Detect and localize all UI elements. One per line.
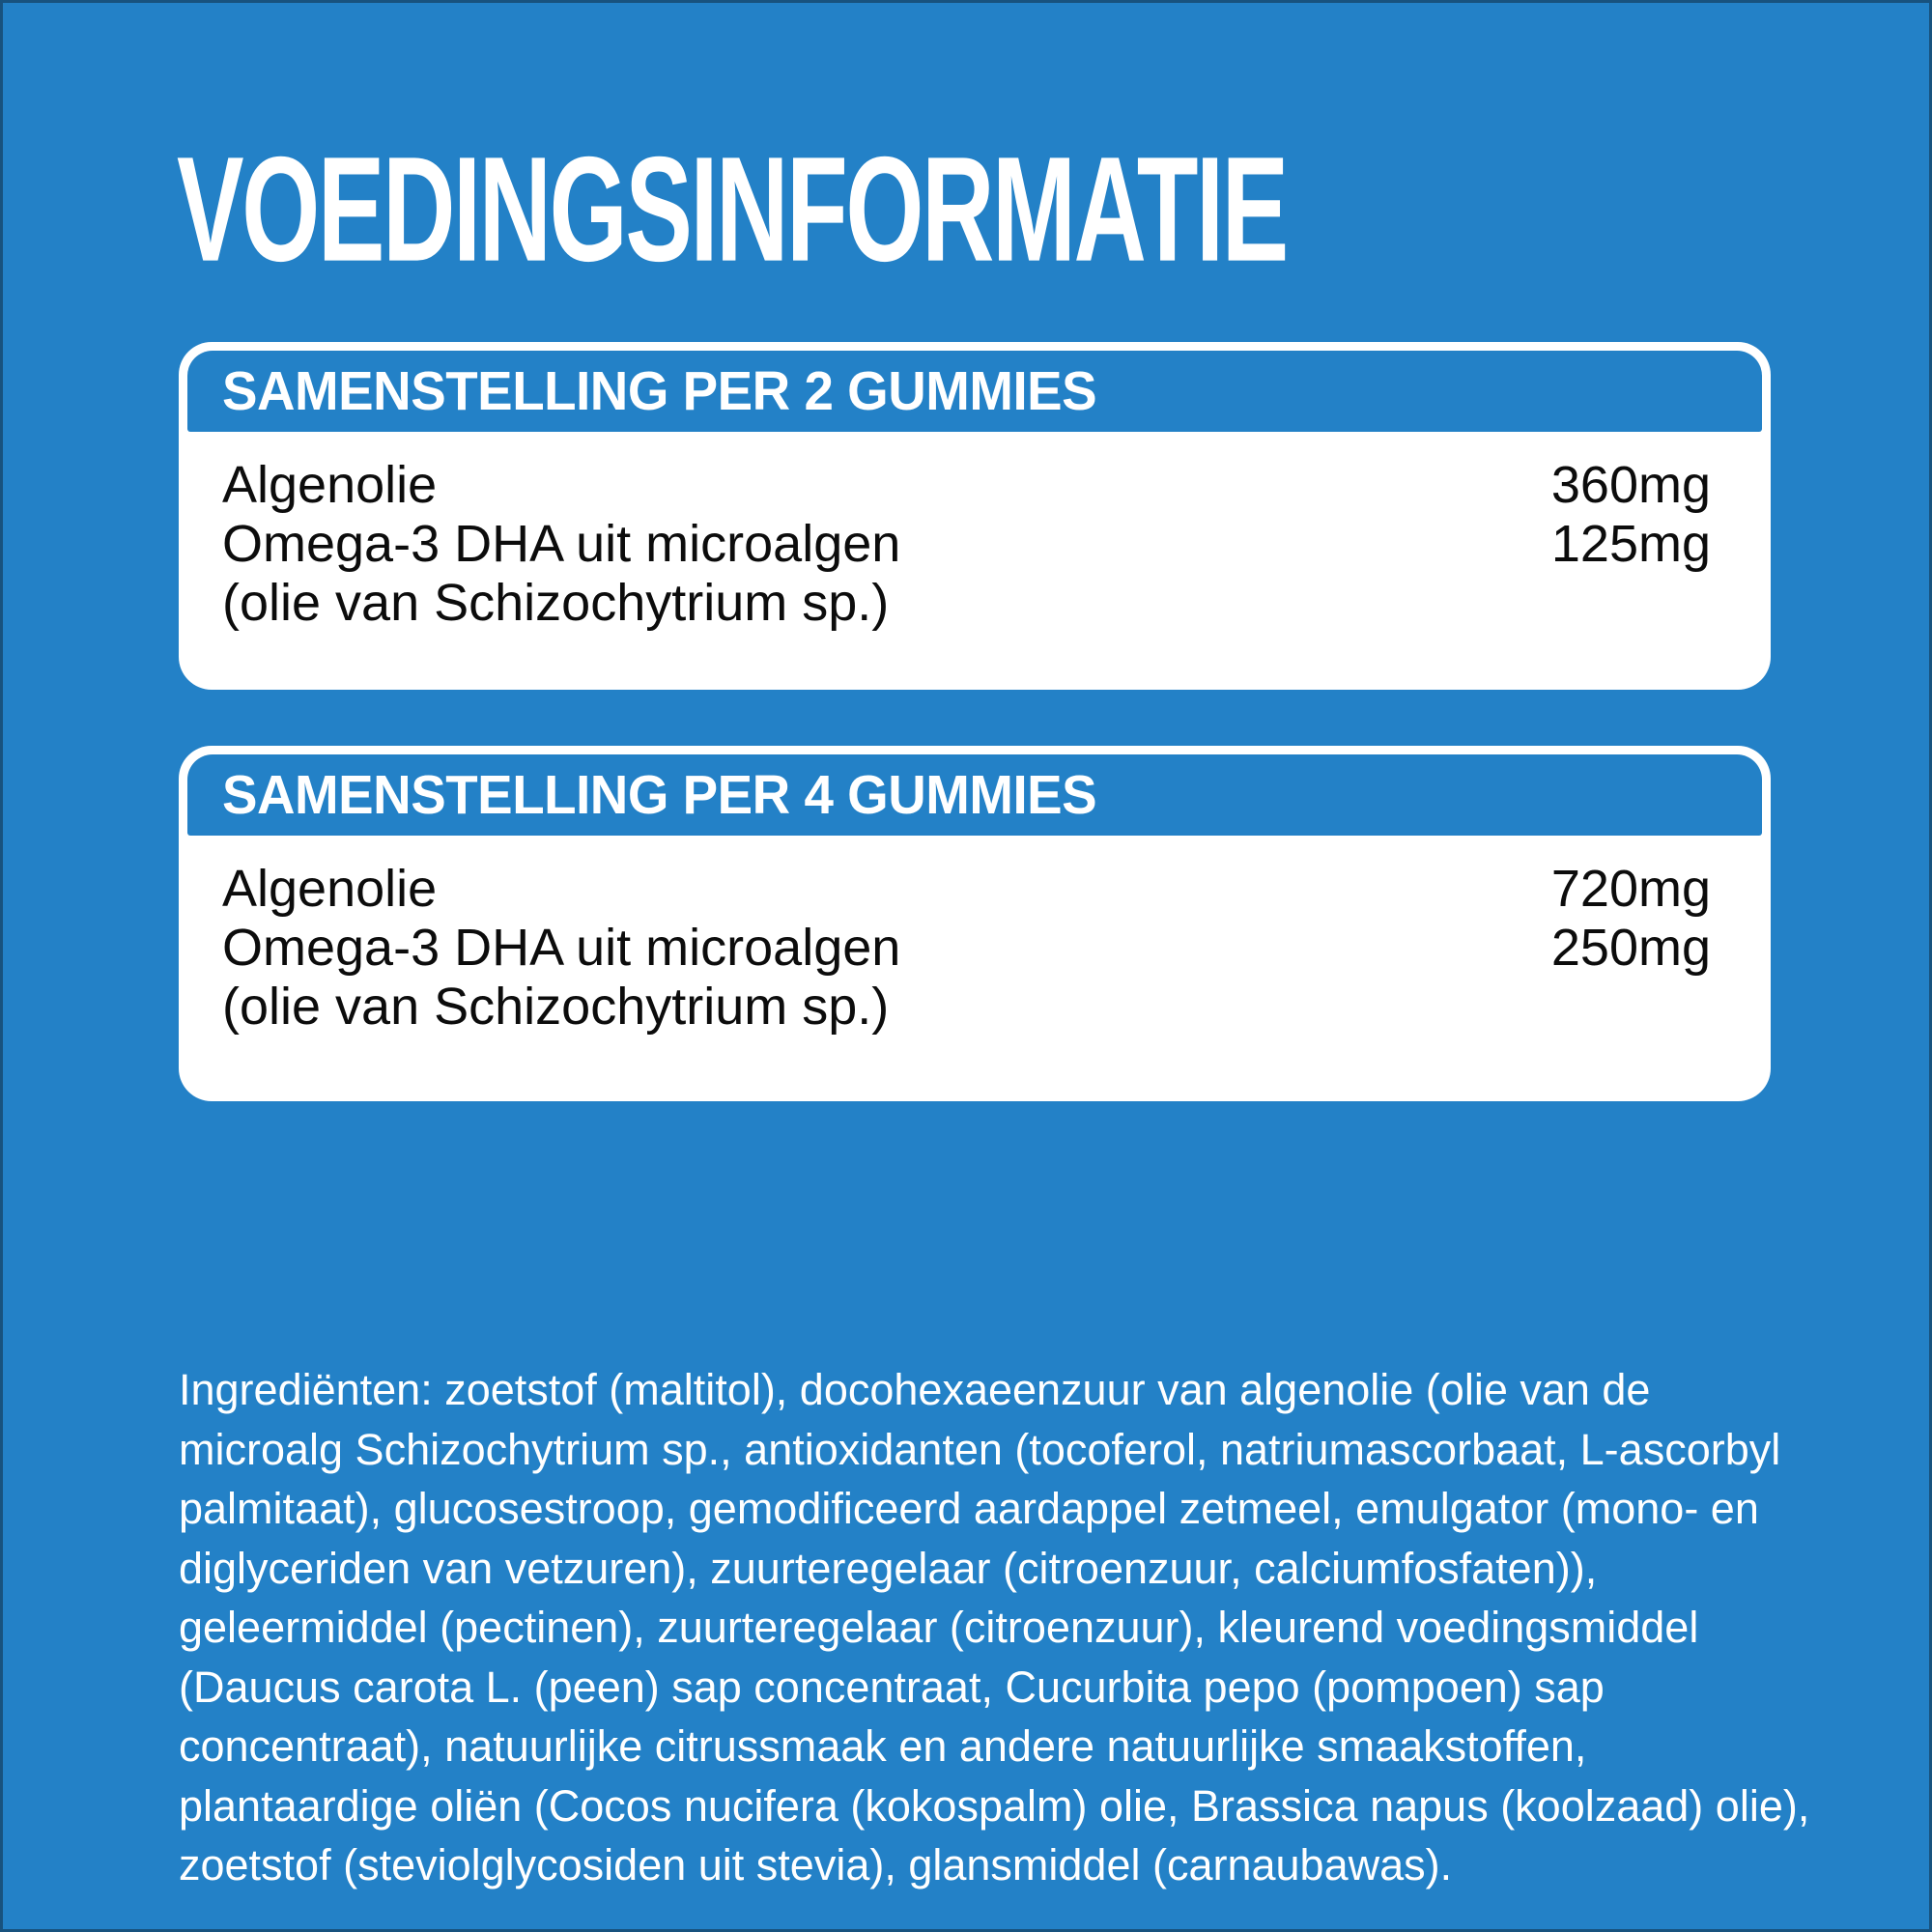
ingredient-name: Algenolie [222,860,438,918]
panel-header-band [187,754,1762,836]
ingredient-name-continuation: (olie van Schizochytrium sp.) [222,978,890,1036]
table-row [222,456,1711,515]
table-row [222,574,1711,633]
ingredient-amount: 125mg [1550,515,1711,573]
panel-header-band [187,351,1762,432]
panel-body [222,860,1711,1037]
composition-panel-per-4-gummies [179,746,1771,1101]
ingredient-name: Omega-3 DHA uit microalgen [222,919,901,977]
ingredient-name-continuation: (olie van Schizochytrium sp.) [222,574,890,632]
ingredient-amount: 250mg [1550,919,1711,977]
ingredient-name: Algenolie [222,456,438,514]
table-row [222,919,1711,978]
panel-header-text: SAMENSTELLING PER 2 GUMMIES [222,360,1097,422]
ingredients-paragraph: Ingrediënten: zoetstof (maltitol), docohexaeenzuur van algenolie (olie van de microalg Schizochytrium sp., antioxidanten (tocoferol, natriumascorbaat, L-ascorbyl palmitaat), glucosestroop, gemodificeerd aardappel zetmeel, emulgator (mono- en diglyceriden van vetzuren), zuurteregelaar (citroenzuur, calciumfosfaten)), geleermiddel (pectinen), zuurteregelaar (citroenzuur), kleurend voedingsmiddel (Daucus carota L. (peen) sap concentraat, Cucurbita pepo (pompoen) sap concentraat), natuurlijke citrussmaak en andere natuurlijke smaakstoffen, plantaardige oliën (Cocos nucifera (kokospalm) olie, Brassica napus (koolzaad) olie), zoetstof (steviolglycosiden uit stevia), glansmiddel (carnaubawas). [179,1365,1810,1889]
table-row [222,515,1711,574]
table-row [222,978,1711,1037]
panel-header-text: SAMENSTELLING PER 4 GUMMIES [222,764,1097,826]
ingredient-name: Omega-3 DHA uit microalgen [222,515,901,573]
ingredient-amount: 360mg [1550,456,1711,514]
table-row [222,860,1711,919]
composition-panel-per-2-gummies [179,342,1771,690]
ingredient-amount: 720mg [1550,860,1711,918]
panel-body [222,456,1711,633]
page-title: VOEDINGSINFORMATIE [177,126,1287,293]
